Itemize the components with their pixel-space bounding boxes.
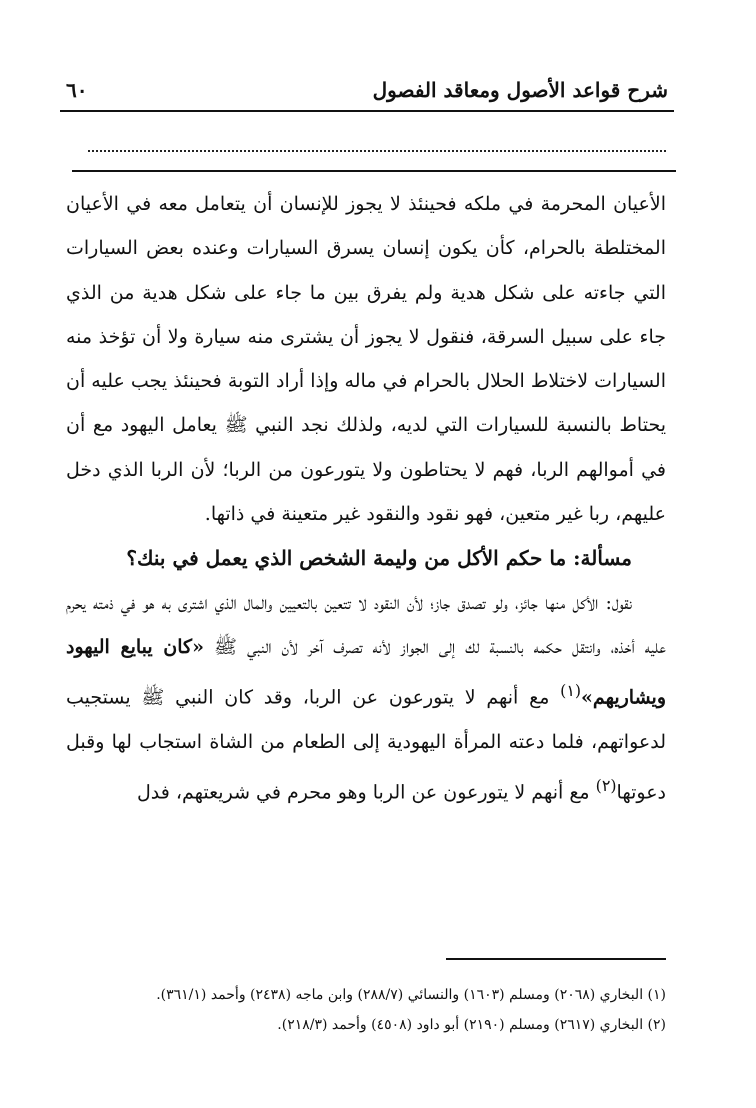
footnote-ref-2[interactable]: (٢) [595, 776, 617, 796]
header-divider [60, 110, 674, 112]
text-divider [72, 170, 676, 172]
answer-text-3: مع أنهم لا يتورعون عن الربا وهو محرم في شريعتهم، فدل [136, 781, 596, 804]
footnote-2: (٢) البخاري (٢٦١٧) ومسلم (٢١٩٠) أبو داود (٤٥٠٨) وأحمد (٢١٨/٣). [277, 1017, 666, 1033]
book-title: شرح قواعد الأصول ومعاقد الفصول [372, 78, 668, 102]
answer-text-1: نقول: الأكل منها جائز، ولو تصدق جاز؛ لأن النقود لا تتعين بالتعيين والمال الذي اشترى به هو في ذمته يحرم عليه أخذه، وانتقل حكمه بالنسبة لك إلى الجواز لأنه تصرف آخر لأن النبي ﷺ [66, 591, 666, 658]
answer-paragraph [66, 581, 666, 815]
page-body [66, 182, 666, 815]
page-number: ٦٠ [66, 78, 88, 102]
hadith-quote: «كان يبايع اليهود ويشاريهم» [66, 635, 666, 709]
footnote-divider [446, 958, 666, 960]
body-paragraph: الأعيان المحرمة في ملكه فحينئذ لا يجوز للإنسان أن يتعامل معه في الأعيان المختلطة بالحرام، كأن يكون إنسان يسرق السيارات وعنده بعض السيارات التي جاءته على شكل هدية ولم يفرق بين ما جاء على شكل هدية من الذي جاء على سبيل السرقة، فنقول لا يجوز أن يشترى منه سيارة ولا أن تؤخذ منه السيارات لاختلاط الحلال بالحرام في ماله وإذا أراد التوبة فحينئذ يجب عليه أن يحتاط بالنسبة للسيارات التي لديه، ولذلك نجد النبي ﷺ يعامل اليهود مع أن في أموالهم الربا، فهم لا يحتاطون ولا يتورعون من الربا؛ لأن الربا الذي دخل عليهم، ربا غير متعين، فهو نقود والنقود غير متعينة في ذاتها. [66, 193, 666, 526]
footnote-1: (١) البخاري (٢٠٦٨) ومسلم (١٦٠٣) والنسائي (٢٨٨/٧) وابن ماجه (٢٤٣٨) وأحمد (٣٦١/١). [156, 987, 666, 1003]
page-header [66, 72, 668, 108]
footnotes [66, 980, 666, 1040]
answer-text-2: مع أنهم لا يتورعون عن الربا، وقد كان النبي ﷺ يستجيب لدعواتهم، فلما دعته المرأة اليهودية إلى الطعام من الشاة استجاب لها وقبل دعوتها [66, 686, 666, 804]
question-heading: مسألة: ما حكم الأكل من وليمة الشخص الذي يعمل في بنك؟ [126, 546, 632, 571]
footnote-ref-1[interactable]: (١) [560, 681, 582, 701]
dotted-separator [88, 150, 666, 152]
